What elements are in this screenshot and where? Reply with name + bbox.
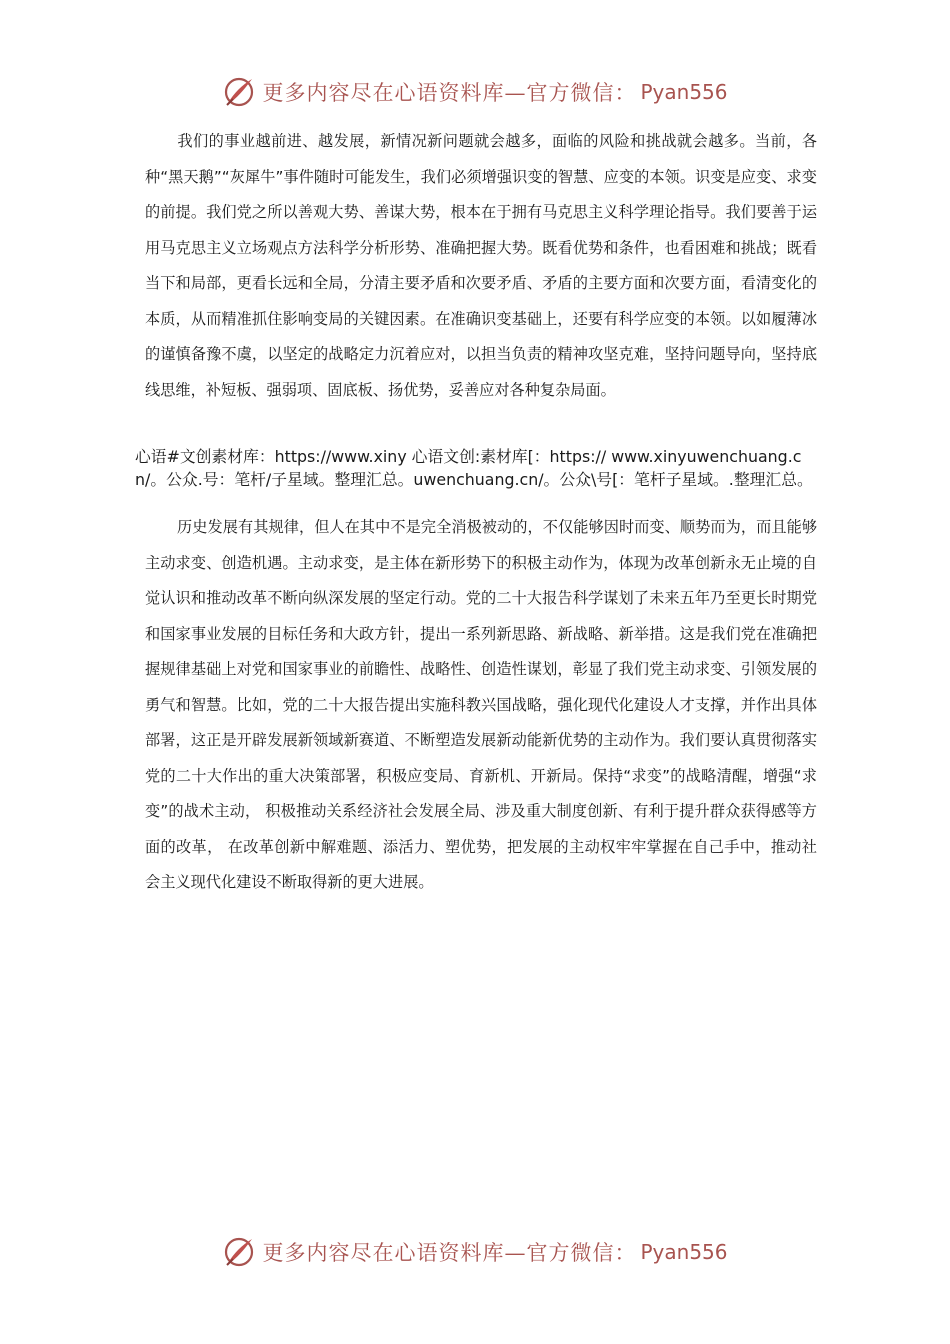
watermark-text: 心语#文创素材库：https://www.xiny 心语文创:素材库[：https:// www.xinyuwenchuang.cn/。公众.号：笔杆/子星域。整理汇总。uwenchuang.cn/。公众\号[：笔杆子星域。.整理汇总。 xyxy=(135,447,813,489)
paragraph-2-text: 历史发展有其规律，但人在其中不是完全消极被动的，不仅能够因时而变、顺势而为，而且能够主动求变、创造机遇。主动求变，是主体在新形势下的积极主动作为，体现为改革创新永无止境的自觉认识和推动改革不断向纵深发展的坚定行动。党的二十大报告科学谋划了未来五年乃至更长时期党和国家事业发展的目标任务和大政方针，提出一系列新思路、新战略、新举措。这是我们党在准确把握规律基础上对党和国家事业的前瞻性、战略性、创造性谋划，彰显了我们党主动求变、引领发展的勇气和智慧。比如，党的二十大报告提出实施科教兴国战略，强化现代化建设人才支撑，并作出具体部署，这正是开辟发展新领域新赛道、不断塑造发展新动能新优势的主动作为。我们要认真贯彻落实党的二十大作出的重大决策部署，积极应变局、育新机、开新局。保持“求变”的战略清醒，增强“求变”的战术主动， 积极推动关系经济社会发展全局、涉及重大制度创新、有利于提升群众获得感等方面的改革， 在改革创新中解难题、添活力、塑优势，把发展的主动权牢牢掌握在自己手中，推动社会主义现代化建设不断取得新的更大进展。 xyxy=(145,518,817,891)
footer-banner xyxy=(0,1232,950,1272)
banner-text: 更多内容尽在心语资料库—官方微信： xyxy=(262,1241,637,1265)
paragraph-2 xyxy=(145,510,817,901)
quill-logo-icon xyxy=(222,75,256,109)
banner-text: 更多内容尽在心语资料库—官方微信： xyxy=(262,81,637,105)
paragraph-1-text: 我们的事业越前进、越发展，新情况新问题就会越多，面临的风险和挑战就会越多。当前，各种“黑天鹅”“灰犀牛”事件随时可能发生，我们必须增强识变的智慧、应变的本领。识变是应变、求变的前提。我们党之所以善观大势、善谋大势，根本在于拥有马克思主义科学理论指导。我们要善于运用马克思主义立场观点方法科学分析形势、准确把握大势。既看优势和条件，也看困难和挑战；既看当下和局部，更看长远和全局，分清主要矛盾和次要矛盾、矛盾的主要方面和次要方面，看清变化的本质，从而精准抓住影响变局的关键因素。在准确识变基础上，还要有科学应变的本领。以如履薄冰的谨慎备豫不虞，以坚定的战略定力沉着应对，以担当负责的精神攻坚克难，坚持问题导向，坚持底线思维，补短板、强弱项、固底板、扬优势，妥善应对各种复杂局面。 xyxy=(145,132,817,399)
banner-handle: Pyan556 xyxy=(640,80,728,104)
paragraph-1 xyxy=(145,124,817,408)
quill-logo-icon xyxy=(222,1235,256,1269)
header-banner xyxy=(0,72,950,112)
banner-handle: Pyan556 xyxy=(640,1240,728,1264)
